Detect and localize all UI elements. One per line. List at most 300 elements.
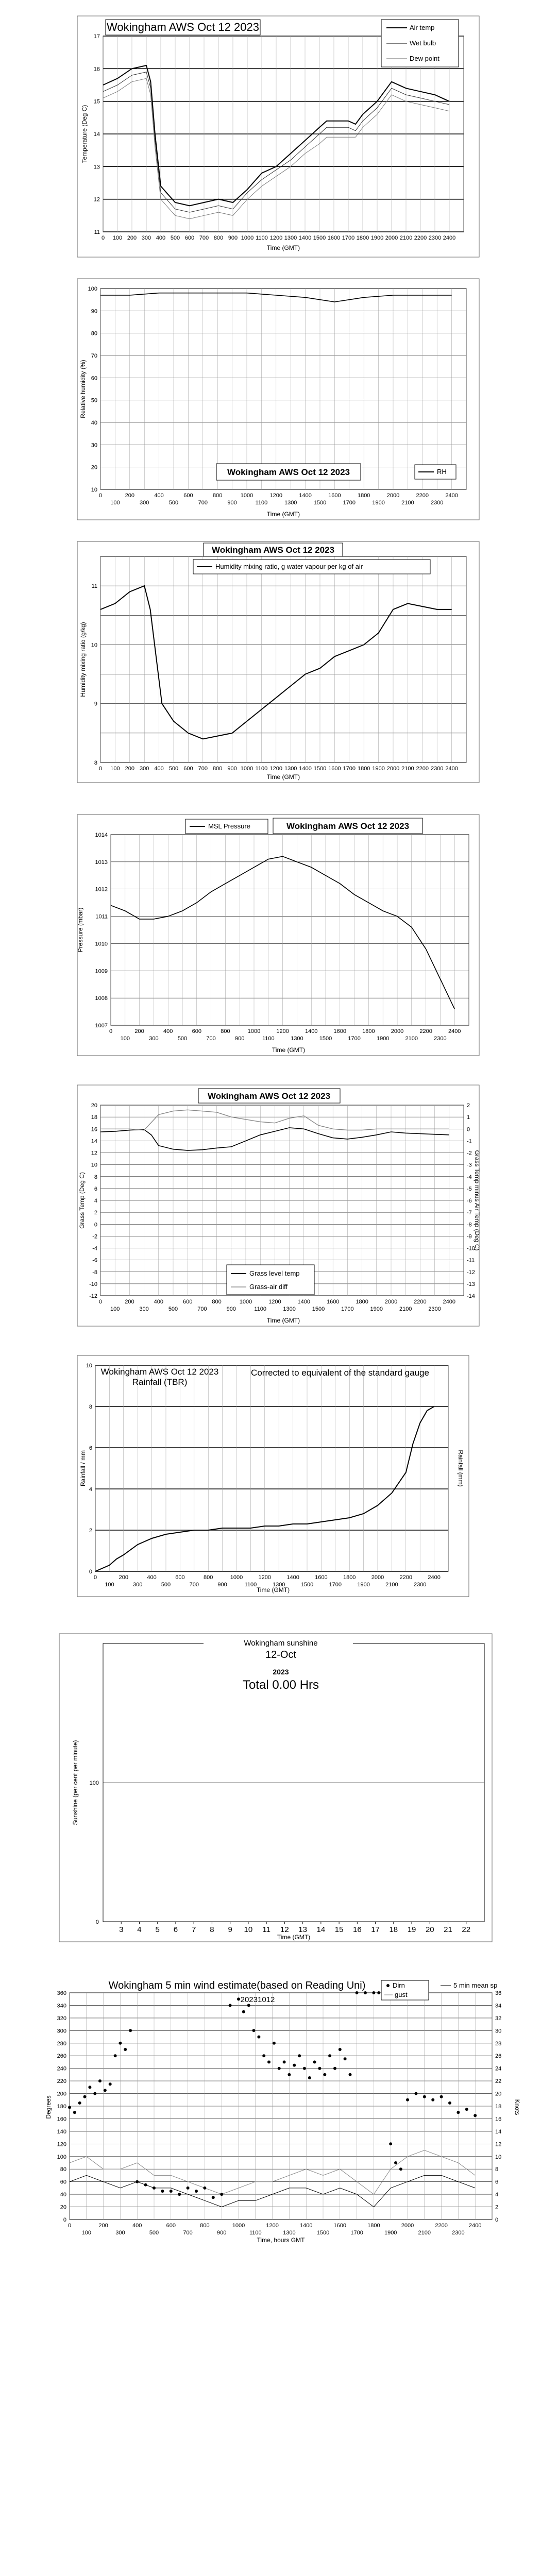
wind-xticks-bottom-label-6: 1300: [283, 2230, 296, 2236]
pres-yticks-label-4: 1011: [95, 913, 108, 920]
grass-xticks-bottom-label-4: 900: [226, 1306, 236, 1312]
pres-xticks-bottom-label-11: 2300: [434, 1036, 447, 1042]
pressure-chart-panel: [0, 814, 541, 1056]
rain-xticks-top-label-1: 200: [119, 1574, 128, 1581]
pres-xticks-bottom-label-4: 900: [235, 1036, 245, 1042]
sun-xtick-label-8: 11: [262, 1925, 270, 1934]
mixing-ratio-xlabel: Time (GMT): [266, 773, 300, 781]
legend-mixing-ratio: Humidity mixing ratio, g water vapour per kg of air: [215, 563, 363, 570]
sun-xtick-label-18: 21: [444, 1925, 452, 1934]
legend-wet-bulb: Wet bulb: [410, 39, 436, 47]
grass-xticks-bottom-label-2: 500: [168, 1306, 178, 1312]
grass-xticks-top-label-4: 800: [212, 1299, 222, 1305]
grass-y2ticks-label-16: 2: [467, 1103, 470, 1109]
temperature-chart: [0, 15, 541, 258]
wind-dirn-point-26: [242, 2010, 245, 2013]
rh-xticks-top-label-4: 800: [213, 493, 223, 499]
grass-xticks-top-label-1: 200: [125, 1299, 134, 1305]
grass-y2ticks-label-9: -5: [467, 1185, 472, 1192]
wind-dirn-point-20: [195, 2190, 198, 2193]
rain-xticks-bottom-label-0: 100: [105, 1582, 114, 1588]
wind-xticks-top-label-9: 1800: [367, 2223, 380, 2229]
wind-dirn-point-22: [212, 2196, 215, 2199]
rain-xticks-top-label-10: 2000: [371, 1574, 384, 1581]
grass-yticks-label-10: 8: [94, 1174, 97, 1180]
rain-xticks-bottom-label-9: 1900: [357, 1582, 370, 1588]
temp-xticks-label-6: 600: [184, 235, 195, 241]
mix-yticks-label-0: 8: [94, 760, 97, 766]
sun-xtick-label-7: 10: [244, 1925, 253, 1934]
wind-yticks-label-13: 260: [57, 2053, 66, 2060]
wind-y2ticks-label-2: 4: [495, 2192, 499, 2198]
pressure-legend: [185, 819, 268, 834]
mix-xticks-label-23: 2300: [430, 766, 444, 772]
grass-yticks-label-3: -6: [92, 1257, 97, 1264]
temp-xticks-label-7: 700: [199, 235, 209, 241]
wind-xticks-bottom-label-10: 2100: [418, 2230, 431, 2236]
rh-xticks-top-label-6: 1200: [269, 493, 283, 499]
wind-dirn-point-62: [457, 2111, 460, 2114]
rh-yticks-label-5: 60: [91, 375, 97, 382]
wind-yticks-label-16: 320: [57, 2015, 66, 2022]
wind-title: Wokingham 5 min wind estimate(based on Reading Uni): [108, 1980, 366, 1991]
wind-yticks-label-10: 200: [57, 2091, 66, 2097]
pres-xticks-top-label-8: 1600: [333, 1028, 347, 1035]
wind-dirn-point-39: [308, 2076, 311, 2079]
temp-xticks-label-1: 100: [112, 235, 123, 241]
mix-xticks-label-2: 200: [125, 766, 134, 772]
rainfall-ylabel: Rainfall / mm: [79, 1450, 87, 1487]
wind-xticks-top-label-6: 1200: [266, 2223, 279, 2229]
rh-xticks-bottom-label-1: 300: [140, 500, 149, 506]
wind-dirn-point-5: [93, 2092, 96, 2095]
wind-xticks-top-label-0: 0: [67, 2223, 72, 2229]
mix-yticks-label-3: 11: [91, 583, 97, 590]
grass-legend: [227, 1265, 314, 1295]
rainfall-title: Wokingham AWS Oct 12 2023: [100, 1367, 219, 1377]
pressure-title: Wokingham AWS Oct 12 2023: [286, 821, 410, 831]
wind-xticks-bottom-label-5: 1100: [249, 2230, 262, 2236]
wind-dirn-point-17: [170, 2190, 173, 2193]
sun-xtick-label-5: 8: [210, 1925, 214, 1934]
rh-xticks-bottom-label-11: 2300: [430, 500, 444, 506]
pres-xticks-top-label-11: 2200: [419, 1028, 432, 1035]
temp-yticks-label-5: 16: [93, 66, 100, 73]
wind-yticks-label-9: 180: [57, 2104, 66, 2110]
grass-y2ticks-label-8: -6: [467, 1198, 472, 1204]
wind-dirn-point-14: [144, 2183, 147, 2187]
wind-xticks-top-label-3: 600: [166, 2223, 176, 2229]
rain-xticks-top-label-3: 600: [175, 1574, 185, 1581]
sun-xtick-label-4: 7: [192, 1925, 196, 1934]
rain-xticks-bottom-label-10: 2100: [385, 1582, 398, 1588]
pres-xticks-bottom-label-10: 2100: [405, 1036, 418, 1042]
temp-xticks-label-16: 1600: [327, 235, 341, 241]
rh-xticks-bottom-label-10: 2100: [401, 500, 414, 506]
mix-xticks-label-24: 2400: [445, 766, 458, 772]
wind-y2ticks-label-8: 16: [495, 2116, 502, 2123]
pres-xticks-top-label-10: 2000: [391, 1028, 404, 1035]
grass-xticks-top-label-8: 1600: [326, 1299, 340, 1305]
wind-dirn-point-13: [136, 2180, 139, 2183]
wind-yticks-label-14: 280: [57, 2040, 66, 2047]
grass-yticks-label-14: 16: [91, 1126, 97, 1133]
grass-xticks-bottom-label-5: 1100: [254, 1306, 267, 1312]
rh-xticks-bottom-label-5: 1100: [255, 500, 268, 506]
temperature-xlabel: Time (GMT): [266, 244, 300, 251]
wind-dirn-point-29: [257, 2036, 260, 2039]
wind-y2ticks-label-9: 18: [495, 2104, 502, 2110]
grass-y2ticks-label-11: -3: [467, 1162, 472, 1168]
pres-xticks-top-label-12: 2400: [448, 1028, 461, 1035]
wind-dirn-point-16: [161, 2190, 164, 2193]
mixing-ratio-ylabel: Humidity mixing ratio (g/kg): [79, 622, 87, 697]
mix-yticks-label-1: 9: [94, 701, 97, 707]
wind-dirn-point-64: [474, 2114, 477, 2117]
pres-xticks-top-label-9: 1800: [362, 1028, 375, 1035]
legend-mean-speed: 5 min mean sp: [453, 1981, 498, 1989]
sun-xtick-label-0: 3: [119, 1925, 124, 1934]
sunshine-chart-panel: [0, 1633, 541, 1942]
pres-xticks-bottom-label-7: 1500: [319, 1036, 332, 1042]
wind-dirn-point-60: [440, 2095, 443, 2098]
rh-xticks-top-label-5: 1000: [240, 493, 253, 499]
rain-xticks-bottom-label-11: 2300: [413, 1582, 427, 1588]
wind-yticks-label-17: 340: [57, 2003, 66, 2009]
wind-dirn-point-43: [328, 2054, 331, 2057]
wind-dirn-point-28: [252, 2029, 256, 2032]
grass-y2ticks-label-5: -9: [467, 1233, 472, 1240]
rh-xticks-bottom-label-6: 1300: [284, 500, 297, 506]
rain-xticks-bottom-label-6: 1300: [272, 1582, 285, 1588]
grass-yticks-label-13: 14: [91, 1138, 97, 1145]
mix-xticks-label-16: 1600: [328, 766, 341, 772]
wind-dirn-point-63: [465, 2108, 468, 2111]
wind-y2ticks-label-7: 14: [495, 2128, 502, 2135]
rain-xticks-bottom-label-3: 700: [189, 1582, 199, 1588]
grass-yticks-label-0: -12: [89, 1293, 97, 1299]
temp-yticks-label-6: 17: [93, 33, 100, 40]
temp-xticks-label-0: 0: [101, 235, 105, 241]
legend-rh: RH: [437, 468, 447, 476]
wind-y2ticks-label-12: 24: [495, 2065, 502, 2072]
wind-yticks-label-11: 220: [57, 2078, 66, 2085]
pres-xticks-bottom-label-1: 300: [149, 1036, 159, 1042]
wind-dirn-point-48: [356, 1991, 359, 1994]
wind-dirn-point-58: [423, 2095, 426, 2098]
rh-yticks-label-8: 90: [91, 308, 97, 315]
wind-dirn-point-15: [153, 2187, 156, 2190]
wind-y2ticks-label-17: 34: [495, 2003, 502, 2009]
humidity-chart-panel: [0, 278, 541, 520]
legend-gust: gust: [395, 1991, 408, 1998]
mix-yticks-label-2: 10: [91, 642, 97, 649]
pres-xticks-bottom-label-6: 1300: [291, 1036, 303, 1042]
grass-yticks-label-7: 2: [94, 1210, 97, 1216]
temp-xticks-label-17: 1700: [342, 235, 355, 241]
rain-xticks-top-label-11: 2200: [399, 1574, 413, 1581]
wind-dirn-point-53: [389, 2142, 392, 2145]
rh-xticks-bottom-label-8: 1700: [343, 500, 356, 506]
mix-xticks-label-20: 2000: [386, 766, 400, 772]
sun-ytick-label-1: 100: [89, 1780, 99, 1786]
grass-xticks-top-label-7: 1400: [297, 1299, 311, 1305]
temp-yticks-label-4: 15: [93, 98, 100, 105]
wind-yticks-label-0: 0: [63, 2217, 66, 2223]
sun-xtick-label-15: 18: [389, 1925, 398, 1934]
rain-xticks-top-label-2: 400: [147, 1574, 157, 1581]
wind-dirn-point-19: [187, 2187, 190, 2190]
wind-dirn-point-30: [262, 2054, 265, 2057]
wind-dirn-point-47: [349, 2073, 352, 2076]
sun-xtick-label-3: 6: [173, 1925, 178, 1934]
sunshine-year: 2023: [273, 1668, 289, 1676]
pres-xticks-top-label-6: 1200: [276, 1028, 289, 1035]
temperature-chart-panel: [0, 15, 541, 258]
wind-xticks-bottom-label-4: 900: [217, 2230, 227, 2236]
grass-y2ticks-label-12: -2: [467, 1150, 472, 1157]
mix-xticks-label-14: 1400: [299, 766, 312, 772]
pres-yticks-label-2: 1009: [95, 968, 108, 975]
pressure-plot-area: [111, 835, 469, 1025]
sunshine-xlabel: Time (GMT): [277, 1934, 311, 1941]
wind-xticks-bottom-label-11: 2300: [452, 2230, 465, 2236]
wind-dirn-point-9: [114, 2054, 117, 2057]
wind-y2ticks-label-11: 22: [495, 2078, 502, 2085]
temp-xticks-label-22: 2200: [414, 235, 427, 241]
rh-xticks-bottom-label-2: 500: [168, 500, 179, 506]
wind-dirn-point-36: [293, 2064, 296, 2067]
rainfall-chart: [0, 1355, 541, 1597]
wind-dirn-point-27: [247, 2004, 250, 2007]
wind-ylabel: Degrees: [45, 2095, 52, 2119]
pres-xticks-bottom-label-8: 1700: [348, 1036, 361, 1042]
wind-xticks-bottom-label-2: 500: [149, 2230, 159, 2236]
wind-dirn-point-50: [372, 1991, 375, 1994]
legend-dirn: Dirn: [393, 1981, 405, 1989]
temp-xticks-label-2: 200: [127, 235, 137, 241]
rh-yticks-label-2: 30: [91, 442, 97, 449]
rh-xticks-top-label-10: 2000: [386, 493, 400, 499]
rh-xticks-bottom-label-0: 100: [110, 500, 120, 506]
wind-dirn-point-23: [220, 2193, 223, 2196]
wind-dirn-point-4: [88, 2086, 91, 2089]
grass-chart: [0, 1084, 541, 1327]
rain-xticks-top-label-9: 1800: [343, 1574, 356, 1581]
sun-xtick-label-1: 4: [137, 1925, 142, 1934]
grass-xticks-bottom-label-8: 1700: [341, 1306, 354, 1312]
mix-xticks-label-21: 2100: [401, 766, 414, 772]
wind-dirn-point-21: [203, 2187, 206, 2190]
sunshine-date: 12-Oct: [265, 1649, 297, 1660]
pres-yticks-label-7: 1014: [95, 832, 108, 838]
temperature-title: Wokingham AWS Oct 12 2023: [107, 21, 259, 33]
sun-xtick-label-12: 15: [334, 1925, 344, 1934]
wind-dirn-point-61: [448, 2102, 451, 2105]
wind-xticks-top-label-7: 1400: [299, 2223, 313, 2229]
wind-dirn-point-1: [73, 2111, 76, 2114]
temp-yticks-label-2: 13: [93, 164, 100, 171]
rain-xticks-top-label-7: 1400: [286, 1574, 299, 1581]
temp-yticks-label-0: 11: [94, 229, 100, 235]
grass-y2ticks-label-3: -11: [467, 1257, 475, 1264]
mixing-ratio-legend: [193, 560, 430, 574]
temp-xticks-label-9: 900: [228, 235, 238, 241]
grass-yticks-label-2: -8: [92, 1269, 97, 1276]
rh-xticks-bottom-label-4: 900: [227, 500, 237, 506]
temp-yticks-label-3: 14: [93, 131, 100, 138]
rainfall-annotation: Corrected to equivalent of the standard gauge: [251, 1368, 429, 1378]
wind-xticks-top-label-4: 800: [200, 2223, 210, 2229]
grass-y2ticks-label-6: -8: [467, 1222, 472, 1228]
humidity-legend: [415, 465, 456, 479]
wind-yticks-label-6: 120: [57, 2141, 66, 2148]
grass-yticks-label-8: 4: [94, 1198, 97, 1204]
rain-xticks-top-label-0: 0: [93, 1574, 97, 1581]
wind-dirn-point-59: [431, 2098, 434, 2102]
rh-xticks-top-label-7: 1400: [299, 493, 312, 499]
temp-xticks-label-12: 1200: [269, 235, 283, 241]
rh-yticks-label-3: 40: [91, 420, 97, 426]
rh-xticks-top-label-12: 2400: [445, 493, 458, 499]
wind-dirn-point-12: [129, 2029, 132, 2032]
wind-y2ticks-label-6: 12: [495, 2141, 502, 2148]
pres-xticks-top-label-5: 1000: [247, 1028, 261, 1035]
mix-xticks-label-12: 1200: [269, 766, 283, 772]
rh-xticks-top-label-8: 1600: [328, 493, 341, 499]
wind-dirn-point-8: [109, 2082, 112, 2086]
wind-dirn-point-38: [303, 2067, 306, 2070]
grass-xlabel: Time (GMT): [266, 1317, 300, 1324]
wind-dirn-point-51: [377, 1991, 380, 1994]
grass-xticks-top-label-0: 0: [98, 1299, 103, 1305]
sun-xtick-label-14: 17: [371, 1925, 380, 1934]
sunshine-title: Wokingham sunshine: [244, 1639, 318, 1648]
wind-dirn-point-37: [298, 2054, 301, 2057]
wind-dirn-point-42: [323, 2073, 326, 2076]
pres-yticks-label-1: 1008: [95, 995, 108, 1002]
wind-y2ticks-label-15: 30: [495, 2028, 502, 2035]
wind-dirn-point-10: [119, 2042, 122, 2045]
wind-y2ticks-label-3: 6: [495, 2179, 499, 2185]
grass-xticks-top-label-6: 1200: [268, 1299, 281, 1305]
temperature-legend: [381, 20, 459, 67]
wind-dirn-point-32: [273, 2042, 276, 2045]
wind-y2ticks-label-14: 28: [495, 2040, 502, 2047]
wind-dirn-point-18: [178, 2193, 181, 2196]
grass-xticks-top-label-9: 1800: [356, 1299, 368, 1305]
pres-xticks-bottom-label-2: 500: [177, 1036, 188, 1042]
wind-dirn-point-41: [318, 2067, 321, 2070]
pres-xticks-bottom-label-5: 1100: [262, 1036, 275, 1042]
humidity-plot-area: [100, 289, 466, 489]
wind-xticks-bottom-label-1: 300: [115, 2230, 125, 2236]
rh-xticks-bottom-label-9: 1900: [372, 500, 385, 506]
rainfall-xlabel: Time (GMT): [256, 1586, 290, 1594]
temp-xticks-label-10: 1000: [241, 235, 254, 241]
rain-xticks-bottom-label-2: 500: [161, 1582, 171, 1588]
grass-xticks-top-label-3: 600: [183, 1299, 193, 1305]
grass-yticks-label-16: 20: [91, 1103, 97, 1109]
wind-dirn-point-11: [124, 2048, 127, 2051]
grass-xticks-bottom-label-11: 2300: [428, 1306, 441, 1312]
grass-yticks-label-5: -2: [92, 1233, 97, 1240]
grass-xticks-bottom-label-9: 1900: [370, 1306, 383, 1312]
wind-dirn-point-46: [344, 2057, 347, 2060]
temp-xticks-label-19: 1900: [370, 235, 384, 241]
sun-xtick-label-6: 9: [228, 1925, 232, 1934]
rain-yticks-label-3: 6: [89, 1445, 92, 1451]
pressure-ylabel: Pressure (mbar): [77, 907, 84, 953]
rainfall-chart-panel: [0, 1355, 541, 1597]
grass-y2ticks-label-2: -12: [467, 1269, 475, 1276]
mixing-ratio-plot-area: [100, 556, 466, 762]
temp-xticks-label-4: 400: [156, 235, 166, 241]
grass-title: Wokingham AWS Oct 12 2023: [207, 1091, 331, 1101]
rh-yticks-label-6: 70: [91, 353, 97, 359]
humidity-ylabel: Relative humidity (%): [79, 360, 87, 418]
wind-y2ticks-label-13: 26: [495, 2053, 502, 2060]
wind-dirn-point-31: [267, 2060, 270, 2063]
wind-yticks-label-7: 140: [57, 2128, 66, 2135]
sun-xtick-label-10: 13: [298, 1925, 307, 1934]
sunshine-total: Total 0.00 Hrs: [242, 1678, 319, 1692]
temp-xticks-label-8: 800: [213, 235, 224, 241]
rh-xticks-top-label-9: 1800: [357, 493, 370, 499]
rh-xticks-top-label-2: 400: [154, 493, 164, 499]
grass-y2ticks-label-4: -10: [467, 1245, 475, 1252]
mix-xticks-label-19: 1900: [372, 766, 385, 772]
sun-xtick-label-2: 5: [155, 1925, 160, 1934]
wind-y2ticks-label-16: 32: [495, 2015, 502, 2022]
mix-xticks-label-5: 500: [168, 766, 179, 772]
legend-dew-point: Dew point: [410, 55, 439, 62]
wind-dirn-point-44: [333, 2067, 336, 2070]
temp-xticks-label-23: 2300: [428, 235, 442, 241]
wind-dirn-point-35: [288, 2073, 291, 2076]
wind-dirn-point-7: [104, 2089, 107, 2092]
temp-xticks-label-20: 2000: [385, 235, 398, 241]
rh-xticks-bottom-label-3: 700: [198, 500, 208, 506]
temperature-ylabel: Temperature (Deg C): [81, 105, 88, 163]
grass-yticks-label-4: -4: [92, 1245, 97, 1252]
grass-xticks-top-label-11: 2200: [414, 1299, 427, 1305]
wind-xticks-top-label-5: 1000: [232, 2223, 245, 2229]
wind-dirn-point-2: [78, 2102, 81, 2105]
rain-yticks-label-0: 0: [89, 1569, 92, 1575]
mix-xticks-label-18: 1800: [357, 766, 370, 772]
grass-ylabel: Grass Temp (Deg C): [78, 1172, 86, 1229]
pres-xticks-bottom-label-9: 1900: [376, 1036, 390, 1042]
wind-subtitle: 20231012: [240, 1995, 275, 2004]
legend-grass-air-diff: Grass-air diff: [249, 1283, 288, 1291]
grass-y2ticks-label-14: 0: [467, 1126, 470, 1133]
grass-xticks-bottom-label-7: 1500: [312, 1306, 325, 1312]
pres-xticks-top-label-1: 200: [134, 1028, 144, 1035]
wind-xticks-top-label-12: 2400: [468, 2223, 482, 2229]
wind-xticks-top-label-2: 400: [132, 2223, 142, 2229]
mix-xticks-label-22: 2200: [416, 766, 429, 772]
rain-xticks-bottom-label-8: 1700: [329, 1582, 342, 1588]
wind-chart: [0, 1978, 541, 2246]
grass-xticks-bottom-label-6: 1300: [283, 1306, 296, 1312]
mix-xticks-label-7: 700: [198, 766, 208, 772]
wind-xlabel: Time, hours GMT: [257, 2236, 305, 2244]
temp-xticks-label-18: 1800: [356, 235, 369, 241]
rh-yticks-label-9: 100: [88, 286, 97, 292]
grass-y2ticks-label-0: -14: [467, 1293, 475, 1299]
rainfall-ylabel-right: Rainfall (mm): [457, 1450, 464, 1487]
